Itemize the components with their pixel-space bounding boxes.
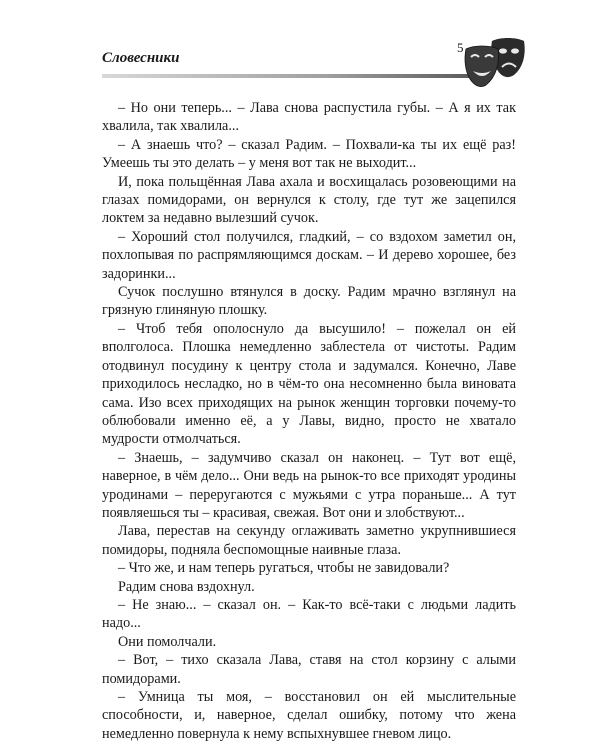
paragraph: Сучок послушно втянулся в доску. Радим мрачно взглянул на грязную глиняную плошку.	[102, 284, 516, 319]
body-text	[102, 99, 516, 743]
paragraph: – Хороший стол получился, гладкий, – со вздохом заметил он, похлопывая по распрямляющимся доскам. – И дерево хорошее, без задоринки...	[102, 228, 516, 282]
paragraph: И, пока польщённая Лава ахала и восхищалась розовеющими на глазах помидорами, он вернулся к столу, где тут же зацепился локтем за недавно вылезший сучок.	[102, 173, 516, 227]
paragraph: – Вот, – тихо сказала Лава, ставя на стол корзину с алыми помидорами.	[102, 652, 516, 687]
paragraph: – А знаешь что? – сказал Радим. – Похвали-ка ты их ещё раз! Умеешь ты это делать – у меня вот так не выходит...	[102, 136, 516, 172]
paragraph: – Но они теперь... – Лава снова распустила губы. – А я их так хвалила, так хвалила...	[102, 100, 516, 135]
paragraph: – Не знаю... – сказал он. – Как-то всё-таки с людьми ладить надо...	[102, 596, 516, 632]
paragraph: Радим снова вздохнул.	[118, 578, 255, 595]
theatre-masks-icon	[462, 35, 532, 90]
header-rule	[102, 74, 474, 78]
paragraph: – Что же, и нам теперь ругаться, чтобы не завидовали?	[118, 560, 450, 577]
happy-mask-icon	[465, 46, 498, 87]
page-number: 5	[457, 40, 464, 55]
paragraph: Лава, перестав на секунду оглаживать заметно укрупнившиеся помидоры, подняла беспомощные наивные глаза.	[102, 523, 516, 558]
paragraph: Они помолчали.	[118, 633, 217, 650]
paragraph: – Знаешь, – задумчиво сказал он наконец. – Тут вот ещё, наверное, в чём дело... Они ведь на рынок-то все приходят уродины уродинами – переругаются с мужьями с утра пораньше... А тут появляешься ты – красивая, свежая. Вот они и злобствуют...	[102, 449, 516, 521]
paragraph: – Умница ты моя, – восстановил он ей мыслительные способности, и, наверное, сделал ошибку, потому что жена немедленно повернула к нему вспыхнувшее гневом лицо.	[102, 689, 516, 742]
paragraph: – Чтоб тебя ополоснуло да высушило! – пожелал он ей вполголоса. Плошка немедленно заблестела от чистоты. Радим отодвинул посудину к центру стола и задумался. Конечно, Лаве приходилось несладко, но в чём-то она несомненно была виновата сама. Изо всех приходящих на рынок женщин торговки почему-то облюбовали именно её, а у Лавы, видно, просто не хватало мудрости отмолчаться.	[102, 320, 516, 448]
running-header-title: Словесники	[102, 50, 180, 66]
